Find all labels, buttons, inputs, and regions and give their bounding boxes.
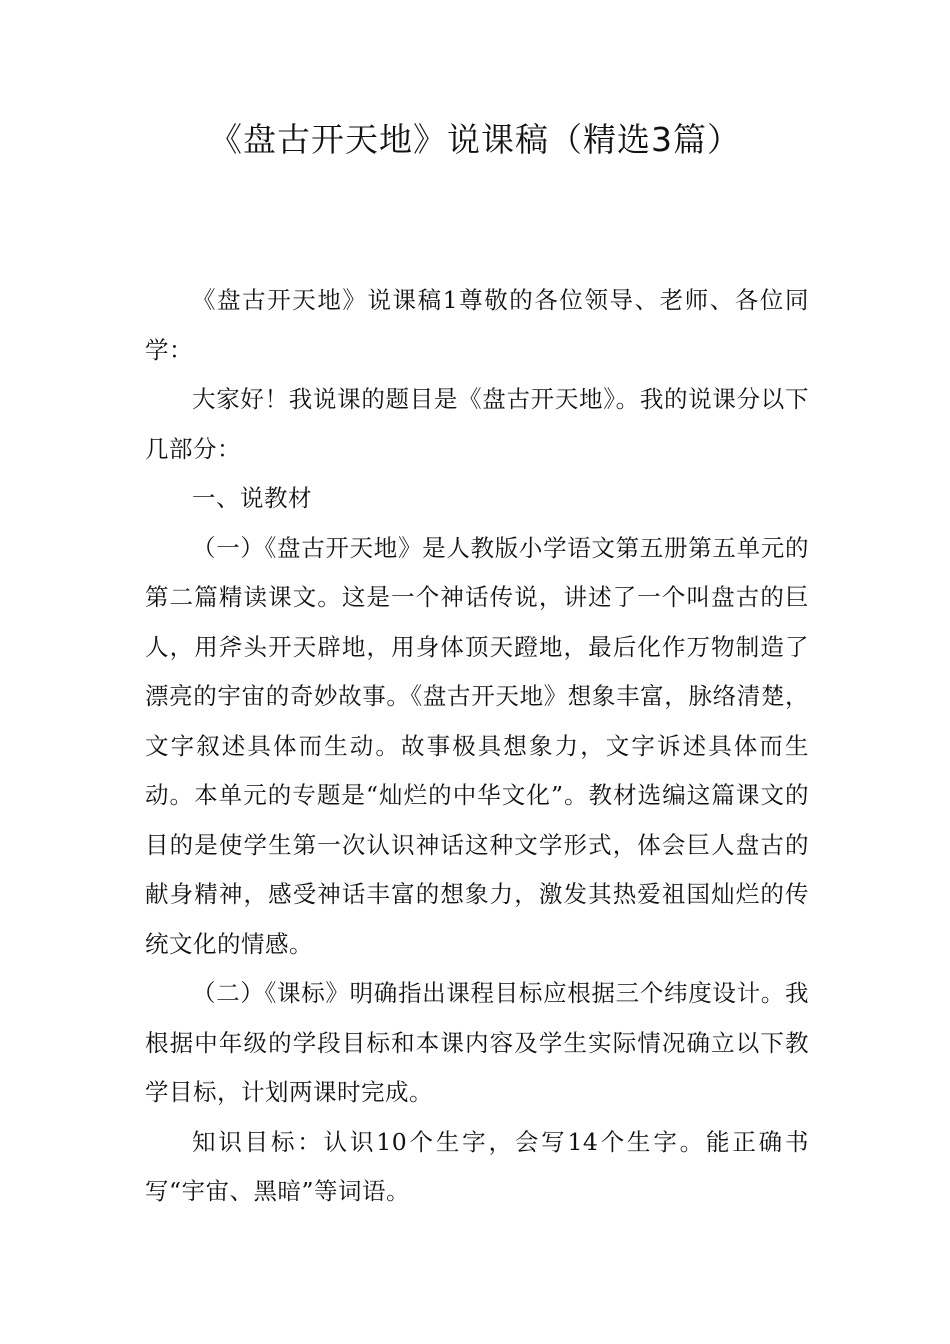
paragraph-textbook-analysis: （一）《盘古开天地》是人教版小学语文第五册第五单元的第二篇精读课文。这是一个神话传说，讲述了一个叫盘古的巨人，用斧头开天辟地，用身体顶天蹬地，最后化作万物制造了漂亮的宇宙的奇妙故事。《盘古开天地》想象丰富，脉络清楚，文字叙述具体而生动。故事极具想象力，文字诉述具体而生动。本单元的专题是“灿烂的中华文化”。教材选编这篇课文的目的是使学生第一次认识神话这种文学形式，体会巨人盘古的献身精神，感受神话丰富的想象力，激发其热爱祖国灿烂的传统文化的情感。 bbox=[145, 533, 809, 958]
document-body bbox=[145, 276, 809, 1217]
paragraph-knowledge-goal: 知识目标：认识10个生字，会写14个生字。能正确书写“宇宙、黑暗”等词语。 bbox=[145, 1127, 809, 1205]
section-heading-textbook: 一、说教材 bbox=[192, 484, 312, 512]
paragraph-greeting: 《盘古开天地》说课稿1尊敬的各位领导、老师、各位同学： bbox=[145, 286, 809, 364]
paragraph-curriculum-goals: （二）《课标》明确指出课程目标应根据三个纬度设计。我根据中年级的学段目标和本课内容及学生实际情况确立以下教学目标，计划两课时完成。 bbox=[145, 979, 809, 1106]
document-title: 《盘古开天地》说课稿（精选3篇） bbox=[209, 120, 741, 159]
paragraph-intro: 大家好！我说课的题目是《盘古开天地》。我的说课分以下几部分： bbox=[145, 385, 809, 463]
